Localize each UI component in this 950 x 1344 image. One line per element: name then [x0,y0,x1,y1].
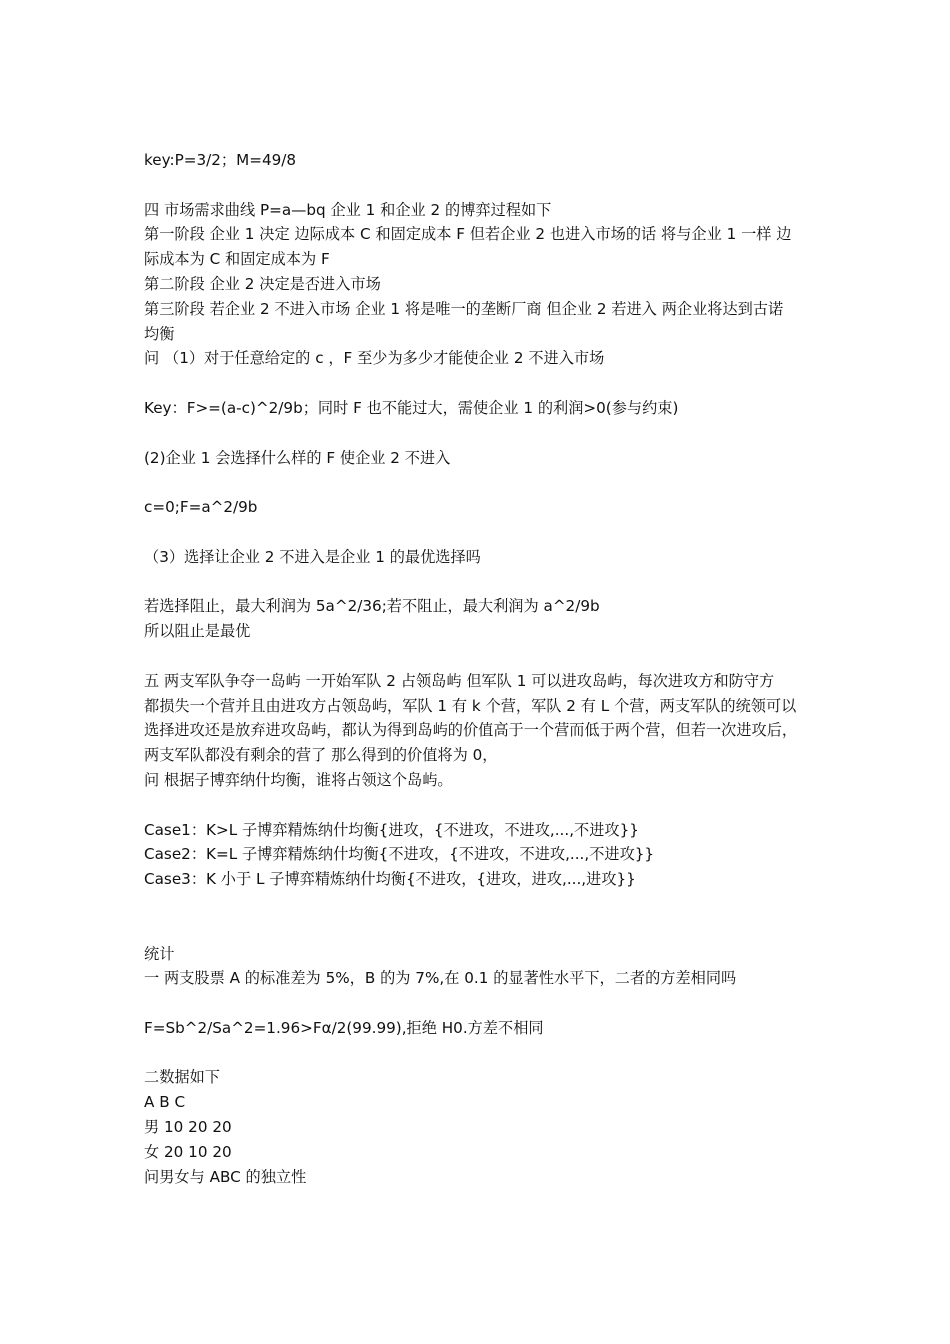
spacer [144,644,820,669]
case-line: Case1：K>L 子博弈精炼纳什均衡{进攻，{不进攻，不进攻,...,不进攻}} [144,820,639,839]
answer-line: c=0;F=a^2/9b [144,498,258,517]
question-4-text: 第一阶段 企业 1 决定 边际成本 C 和固定成本 F 但若企业 2 也进入市场的话 将与企业 1 一样 边 [144,225,792,244]
statistics-question-2-ask: 问男女与 ABC 的独立性 [144,1167,307,1186]
statistics-question-2: 二数据如下 [144,1068,220,1087]
question-5-question: 问 根据子博弈纳什均衡，谁将占领这个岛屿。 [144,770,453,789]
question-4-text: 际成本为 C 和固定成本为 F [144,250,330,269]
question-5-text: 都损失一个营并且由进攻方占领岛屿，军队 1 有 k 个营，军队 2 有 L 个营，两支军队的统领可以 [144,696,797,715]
case-line: Case2：K=L 子博弈精炼纳什均衡{不进攻，{不进攻，不进攻,...,不进攻}} [144,845,655,864]
question-5-text: 选择进攻还是放弃进攻岛屿，都认为得到岛屿的价值高于一个营而低于两个营，但若一次进攻后， [144,721,798,740]
spacer [144,892,820,942]
data-row-female: 女 20 10 20 [144,1142,232,1161]
question-5-text: 两支军队都没有剩余的营了 那么得到的价值将为 0， [144,746,498,765]
answer-line: Key：F>=(a-c)^2/9b；同时 F 也不能过大，需使企业 1 的利润>0(参与约束) [144,398,679,417]
question-4-title: 四 市场需求曲线 P=a—bq 企业 1 和企业 2 的博弈过程如下 [144,200,552,219]
data-header-row: A B C [144,1093,186,1112]
section-heading-statistics: 统计 [144,944,175,963]
answer-line: 所以阻止是最优 [144,622,251,641]
document-body [144,148,820,1189]
answer-line: F=Sb^2/Sa^2=1.96>Fα/2(99.99),拒绝 H0.方差不相同 [144,1018,544,1037]
spacer [144,421,820,446]
question-4-text: 第三阶段 若企业 2 不进入市场 企业 1 将是唯一的垄断厂商 但企业 2 若进入 两企业将达到古诺 [144,299,784,318]
statistics-question-1: 一 两支股票 A 的标准差为 5%，B 的为 7%,在 0.1 的显著性水平下，二者的方差相同吗 [144,969,737,988]
question-4-text: 第二阶段 企业 2 决定是否进入市场 [144,274,381,293]
question-4-part-1: 问 （1）对于任意给定的 c ，F 至少为多少才能使企业 2 不进入市场 [144,349,605,368]
answer-line: 若选择阻止，最大利润为 5a^2/36;若不阻止，最大利润为 a^2/9b [144,597,600,616]
question-4-part-3: （3）选择让企业 2 不进入是企业 1 的最优选择吗 [144,547,481,566]
spacer [144,371,820,396]
case-line: Case3：K 小于 L 子博弈精炼纳什均衡{不进攻，{进攻，进攻,...,进攻}} [144,870,636,889]
spacer [144,470,820,495]
spacer [144,520,820,545]
spacer [144,991,820,1016]
spacer [144,1041,820,1066]
spacer [144,570,820,595]
answer-line: key:P=3/2；M=49/8 [144,151,297,169]
question-4-part-2: (2)企业 1 会选择什么样的 F 使企业 2 不进入 [144,448,451,467]
question-5-title: 五 两支军队争夺一岛屿 一开始军队 2 占领岛屿 但军队 1 可以进攻岛屿，每次进攻方和防守方 [144,671,775,690]
spacer [144,173,820,198]
spacer [144,793,820,818]
data-row-male: 男 10 20 20 [144,1118,232,1137]
question-4-text: 均衡 [144,324,175,343]
